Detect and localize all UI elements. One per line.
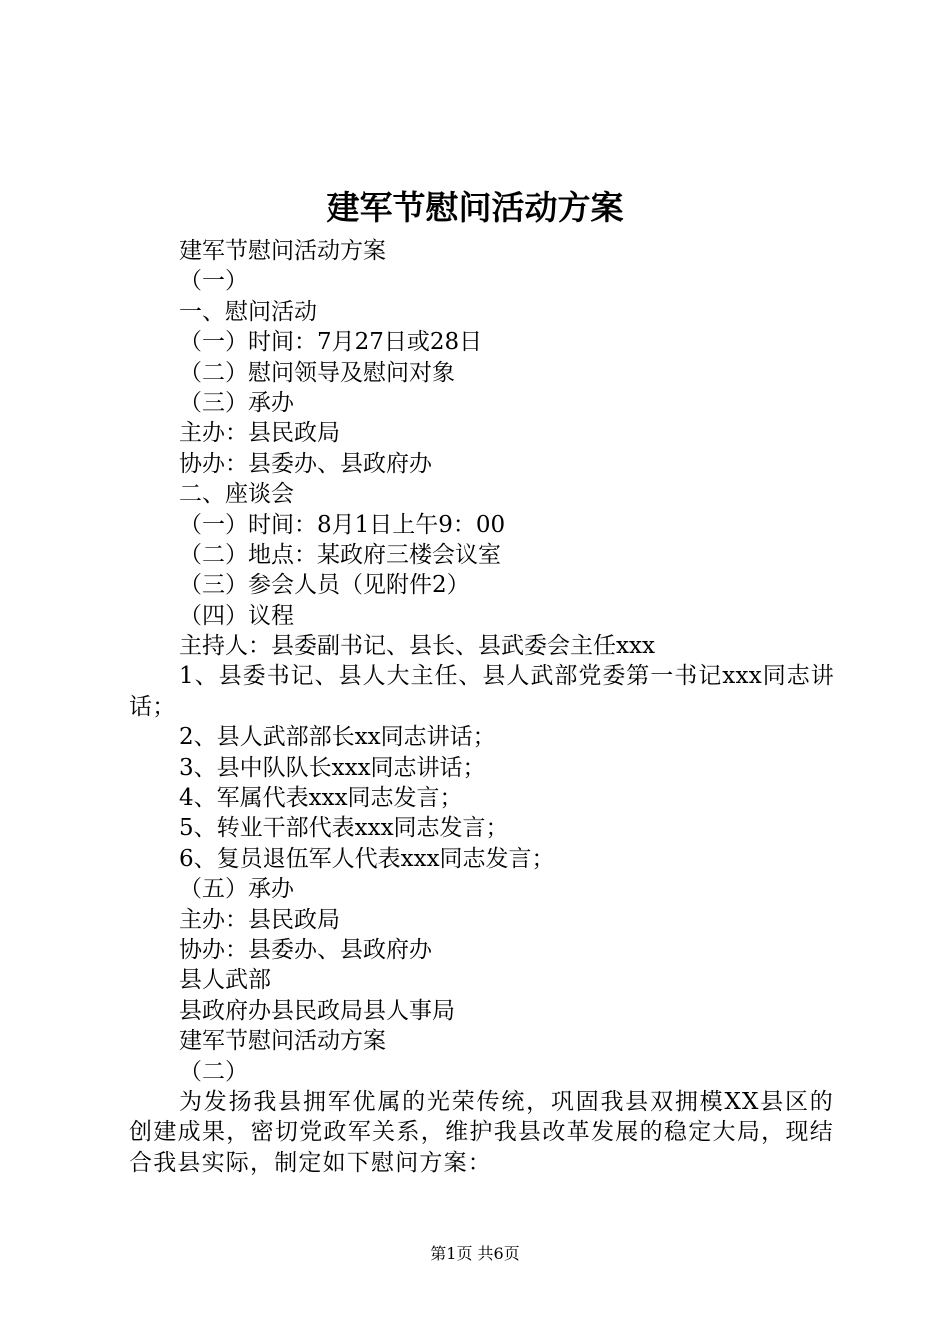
text-line: （三）参会人员（见附件2） (179, 572, 470, 599)
text-line: 二、座谈会 (179, 481, 294, 508)
text-line: 协办：县委办、县政府办 (179, 937, 432, 964)
text-line: （二） (179, 1058, 248, 1085)
text-line: （四）议程 (179, 602, 294, 629)
text-line: 建军节慰问活动方案 (179, 1028, 386, 1055)
document-title: 建军节慰问活动方案 (326, 188, 624, 227)
text-line: 主办：县民政局 (179, 906, 340, 933)
text-line: 主持人：县委副书记、县长、县武委会主任xxx (179, 633, 655, 660)
text-line: 一、慰问活动 (179, 298, 317, 325)
text-line: 4、军属代表xxx同志发言； (179, 785, 463, 812)
text-line: （一）时间：7月27日或28日 (179, 329, 483, 356)
paragraph: 1、县委书记、县人大主任、县人武部党委第一书记xxx同志讲话； (129, 663, 834, 720)
text-line: 3、县中队队长xxx同志讲话； (179, 754, 486, 781)
text-line: 建军节慰问活动方案 (179, 238, 386, 264)
text-line: 县政府办县民政局县人事局 (179, 997, 455, 1024)
document-body (129, 236, 834, 1178)
text-line: （五）承办 (179, 876, 294, 903)
page-number: 第1页 共6页 (430, 1244, 520, 1263)
text-line: 6、复员退伍军人代表xxx同志发言； (179, 845, 555, 872)
text-line: 5、转业干部代表xxx同志发言； (179, 815, 509, 842)
text-line: （三）承办 (179, 389, 294, 416)
text-line: （二）地点：某政府三楼会议室 (179, 541, 501, 568)
text-line: （一）时间：8月1日上午9：00 (179, 511, 506, 538)
text-line: （一） (179, 268, 248, 295)
text-line: （二）慰问领导及慰问对象 (179, 359, 455, 386)
text-line: 县人武部 (179, 967, 271, 994)
paragraph: 为发扬我县拥军优属的光荣传统，巩固我县双拥模XX县区的创建成果，密切党政军关系，维护我县改革发展的稳定大局，现结合我县实际，制定如下慰问方案： (129, 1088, 834, 1176)
text-line: 协办：县委办、县政府办 (179, 450, 432, 477)
text-line: 主办：县民政局 (179, 420, 340, 447)
text-line: 2、县人武部部长xx同志讲话； (179, 724, 496, 751)
